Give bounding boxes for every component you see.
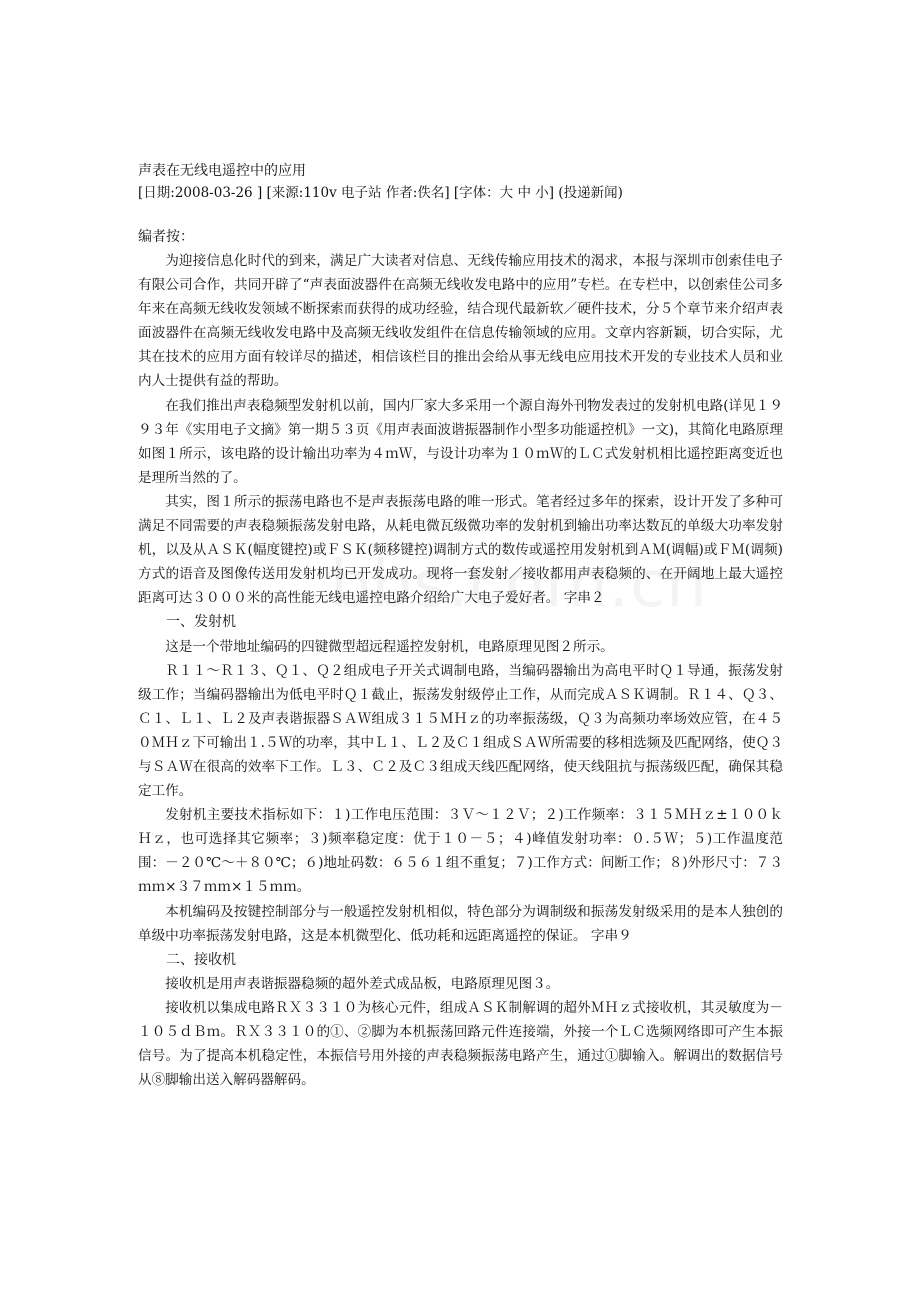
paragraph: 为迎接信息化时代的到来，满足广大读者对信息、无线传输应用技术的渴求，本报与深圳市创索佳电子有限公司合作，共同开辟了“声表面波器件在高频无线收发电路中的应用”专栏。在专栏中，以创索佳公司多年来在高频无线收发领域不断探索而获得的成功经验，结合现代最新软／硬件技术，分５个章节来介绍声表面波器件在高频无线收发电路中及高频无线收发组件在信息传输领域的应用。文章内容新颖，切合实际，尤其在技术的应用方面有较详尽的描述，相信该栏目的推出会给从事无线电应用技术开发的专业技术人员和业内人士提供有益的帮助。	[138, 253, 783, 390]
editor-note-label: 编者按：	[138, 229, 194, 245]
paragraph: 在我们推出声表稳频型发射机以前，国内厂家大多采用一个源自海外刊物发表过的发射机电路(详见１９９３年《实用电子文摘》第一期５３页《用声表面波谐振器制作小型多功能遥控机》一文)，其简化电路原理如图１所示，该电路的设计输出功率为４ｍＷ，与设计功率为１０ｍＷ的ＬＣ式发射机相比遥控距离变近也是理所当然的了。	[138, 397, 783, 486]
paragraph: 发射机主要技术指标如下：１)工作电压范围：３Ｖ～１２Ｖ；２)工作频率：３１５ＭＨｚ±１００ｋＨｚ，也可选择其它频率；３)频率稳定度：优于１０－５；４)峰值发射功率：０.５Ｗ；５)工作温度范围：－２０℃～＋８０℃；６)地址码数：６５６１组不重复；７)工作方式：间断工作；８)外形尺寸：７３ｍｍ×３７ｍｍ×１５ｍｍ。	[138, 807, 783, 896]
paragraph: Ｒ１１～Ｒ１３、Ｑ１、Ｑ２组成电子开关式调制电路，当编码器输出为高电平时Ｑ１导通，振荡发射级工作；当编码器输出为低电平时Ｑ１截止，振荡发射级停止工作，从而完成ＡＳＫ调制。Ｒ１４、Ｑ３、Ｃ１、Ｌ１、Ｌ２及声表谐振器ＳＡＷ组成３１５ＭＨｚ的功率振荡级，Ｑ３为高频功率场效应管，在４５０ＭＨｚ下可输出１.５Ｗ的功率，其中Ｌ１、Ｌ２及Ｃ１组成ＳＡＷ所需要的移相选频及匹配网络，使Ｑ３与ＳＡＷ在很高的效率下工作。Ｌ３、Ｃ２及Ｃ３组成天线匹配网络，使天线阻抗与振荡级匹配，确保其稳定工作。	[138, 662, 783, 800]
paragraph: 接收机是用声表谐振器稳频的超外差式成品板，电路原理见图３。	[165, 975, 560, 992]
paragraph: 本机编码及按键控制部分与一般遥控发射机相似，特色部分为调制级和振荡发射级采用的是本人独创的单级中功率振荡发射电路，这是本机微型化、低功耗和远距离遥控的保证。 字串９	[138, 903, 783, 944]
paragraph: 这是一个带地址编码的四键微型超远程遥控发射机，电路原理见图２所示。	[165, 638, 614, 655]
article	[138, 160, 783, 1092]
paragraph: 接收机以集成电路ＲＸ３３１０为核心元件，组成ＡＳＫ制解调的超外ＭＨｚ式接收机，其灵敏度为－１０５ｄＢｍ。ＲＸ３３１０的①、②脚为本机振荡回路元件连接端，外接一个ＬＣ选频网络即可产生本振信号。为了提高本机稳定性，本振信号用外接的声表稳频振荡电路产生，通过①脚输入。解调出的数据信号从⑧脚输出送入解码器解码。	[138, 999, 783, 1089]
spacer	[138, 204, 783, 226]
article-meta: [日期:2008-03-26 ] [来源:110v 电子站 作者:佚名] [字体：大 中 小] (投递新闻)	[138, 185, 623, 201]
article-title: 声表在无线电遥控中的应用	[138, 163, 306, 179]
section-heading-transmitter: 一、发射机	[166, 614, 236, 631]
section-heading-receiver: 二、接收机	[166, 951, 236, 968]
paragraph: 其实，图１所示的振荡电路也不是声表振荡电路的唯一形式。笔者经过多年的探索，设计开发了多种可满足不同需要的声表稳频振荡发射电路，从耗电微瓦级微功率的发射机到输出功率达数瓦的单级大功率发射机，以及从ＡＳＫ(幅度键控)或ＦＳＫ(频移键控)调制方式的数传或遥控用发射机到ＡＭ(调幅)或ＦＭ(调频)方式的语音及图像传送用发射机均已开发成功。现将一套发射／接收都用声表稳频的、在开阔地上最大遥控距离可达３０００米的高性能无线电遥控电路介绍给广大电子爱好者。 字串２	[138, 493, 783, 607]
